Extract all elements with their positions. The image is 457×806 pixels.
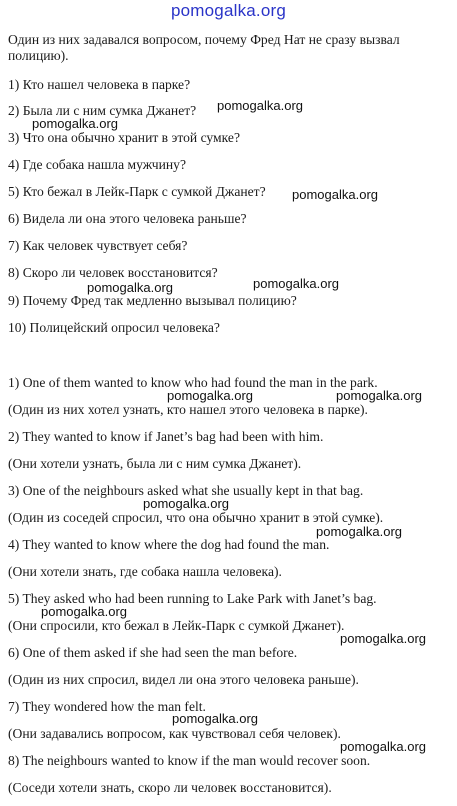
watermark: pomogalka.org	[340, 739, 426, 754]
question-item: 10) Полицейский опросил человека?	[8, 320, 220, 335]
question-item: 4) Где собака нашла мужчину?	[8, 157, 186, 172]
watermark: pomogalka.org	[167, 388, 253, 403]
watermark: pomogalka.org	[217, 98, 303, 113]
watermark: pomogalka.org	[143, 496, 229, 511]
question-item: 5) Кто бежал в Лейк-Парк с сумкой Джанет?	[8, 184, 266, 199]
question-item: 2) Была ли с ним сумка Джанет?	[8, 103, 197, 118]
answer-line: 6) One of them asked if she had seen the man before.	[8, 645, 298, 660]
answer-line: 4) They wanted to know where the dog had found the man.	[8, 537, 330, 552]
site-watermark-header: pomogalka.org	[170, 1, 287, 20]
answer-line: 7) They wondered how the man felt.	[8, 699, 206, 714]
answer-translation: (Они задавались вопросом, как чувствовал себя человек).	[8, 726, 341, 741]
question-item: 8) Скоро ли человек восстановится?	[8, 265, 218, 280]
watermark: pomogalka.org	[32, 116, 118, 131]
watermark: pomogalka.org	[336, 388, 422, 403]
watermark: pomogalka.org	[41, 604, 127, 619]
question-item: 6) Видела ли она этого человека раньше?	[8, 211, 247, 226]
answer-translation: (Один из них хотел узнать, кто нашел этого человека в парке).	[8, 402, 368, 417]
answer-translation: (Они спросили, кто бежал в Лейк-Парк с сумкой Джанет).	[8, 618, 345, 633]
answer-line: 3) One of the neighbours asked what she usually kept in that bag.	[8, 483, 364, 498]
answer-translation: (Они хотели узнать, была ли с ним сумка Джанет).	[8, 456, 302, 471]
answer-line: 5) They asked who had been running to Lake Park with Janet’s bag.	[8, 591, 377, 606]
intro-line: полицию).	[8, 48, 69, 63]
question-item: 1) Кто нашел человека в парке?	[8, 77, 191, 92]
answer-line: 1) One of them wanted to know who had found the man in the park.	[8, 375, 378, 390]
watermark: pomogalka.org	[292, 187, 378, 202]
watermark: pomogalka.org	[253, 276, 339, 291]
watermark: pomogalka.org	[316, 524, 402, 539]
answer-line: 2) They wanted to know if Janet’s bag had been with him.	[8, 429, 324, 444]
answer-line: 8) The neighbours wanted to know if the man would recover soon.	[8, 753, 371, 768]
question-item: 9) Почему Фред так медленно вызывал полицию?	[8, 293, 297, 308]
answer-translation: (Соседи хотели знать, скоро ли человек восстановится).	[8, 780, 332, 795]
watermark: pomogalka.org	[340, 631, 426, 646]
intro-line: Один из них задавался вопросом, почему Фред Нат не сразу вызвал	[8, 32, 400, 47]
answer-translation: (Они хотели знать, где собака нашла человека).	[8, 564, 282, 579]
watermark: pomogalka.org	[172, 711, 258, 726]
question-item: 7) Как человек чувствует себя?	[8, 238, 188, 253]
watermark: pomogalka.org	[87, 280, 173, 295]
question-item: 3) Что она обычно хранит в этой сумке?	[8, 130, 240, 145]
answer-translation: (Один из них спросил, видел ли она этого человека раньше).	[8, 672, 359, 687]
answer-translation: (Один из соседей спросил, что она обычно хранит в этой сумке).	[8, 510, 384, 525]
